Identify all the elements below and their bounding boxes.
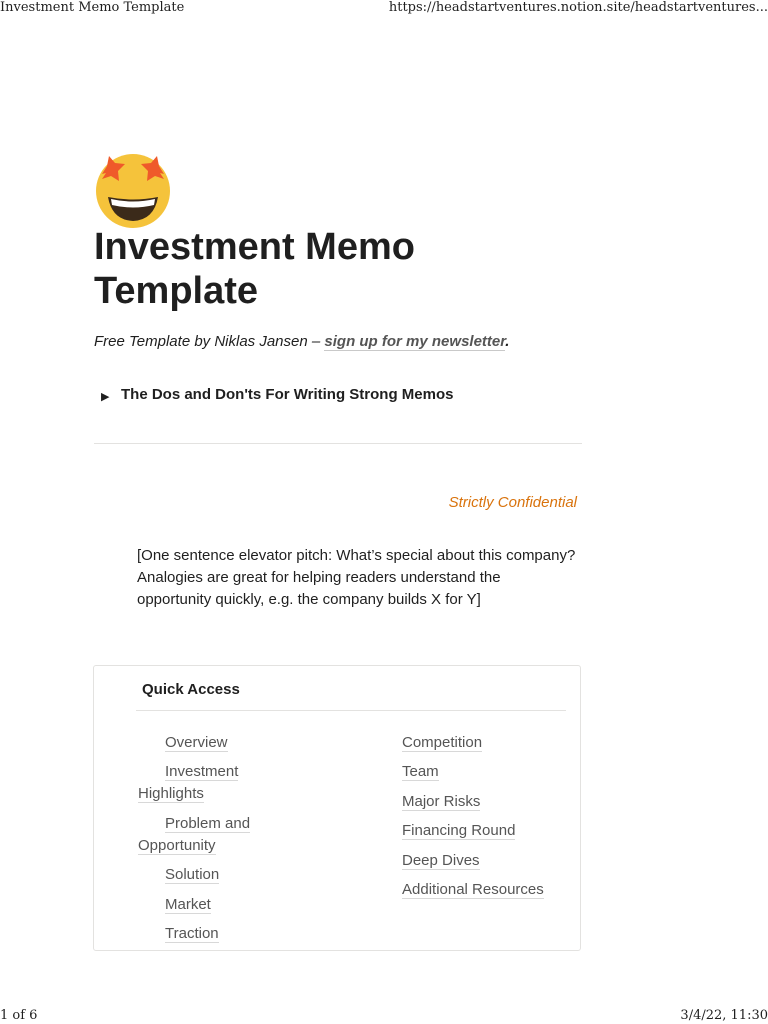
print-url: https://headstartventures.notion.site/headstartventures...	[388, 0, 768, 15]
byline-text: Free Template by Niklas Jansen –	[94, 333, 325, 350]
quick-access-title: Quick Access	[142, 681, 240, 698]
quick-access-left-column	[138, 732, 298, 952]
byline	[94, 333, 582, 350]
quick-access-box	[93, 665, 581, 951]
toggle-triangle-icon[interactable]: ▶	[101, 390, 110, 403]
quick-link-market[interactable]: Market	[165, 895, 211, 913]
toggle-label: The Dos and Don'ts For Writing Strong Memos	[121, 386, 454, 403]
newsletter-link[interactable]: sign up for my newsletter	[324, 333, 506, 350]
quick-link-additional-resources[interactable]: Additional Resources	[402, 880, 544, 898]
byline-period: .	[505, 333, 510, 350]
quick-link-investment-highlights[interactable]: Investment Highlights	[138, 763, 239, 803]
quick-link-problem-and-opportunity[interactable]: Problem and Opportunity	[138, 814, 251, 854]
quick-link-competition[interactable]: Competition	[402, 734, 483, 751]
quick-link-team[interactable]: Team	[402, 763, 439, 781]
print-footer	[0, 1008, 768, 1023]
page-number: 1 of 6	[0, 1008, 38, 1023]
page-content	[94, 152, 582, 611]
print-datetime: 3/4/22, 11:30	[680, 1008, 768, 1023]
quick-access-divider	[136, 710, 566, 711]
divider	[94, 443, 582, 444]
toggle-dos-and-donts[interactable]	[94, 386, 582, 403]
print-header	[0, 0, 768, 15]
quick-access-right-column	[402, 732, 572, 908]
star-struck-emoji-icon	[94, 152, 172, 230]
print-title: Investment Memo Template	[0, 0, 185, 15]
quick-link-traction[interactable]: Traction	[165, 924, 219, 942]
quick-link-deep-dives[interactable]: Deep Dives	[402, 851, 480, 869]
quick-link-overview[interactable]: Overview	[165, 734, 228, 751]
confidential-label: Strictly Confidential	[448, 494, 577, 511]
quick-link-financing-round[interactable]: Financing Round	[402, 822, 516, 840]
page-title: Investment Memo Template	[94, 226, 415, 312]
quick-link-solution[interactable]: Solution	[165, 866, 220, 884]
elevator-pitch: [One sentence elevator pitch: What’s special about this company? Analogies are great for helping readers understand the opportunity quickly, e.g. the company builds X for Y]	[137, 547, 576, 608]
quick-link-major-risks[interactable]: Major Risks	[402, 792, 481, 810]
